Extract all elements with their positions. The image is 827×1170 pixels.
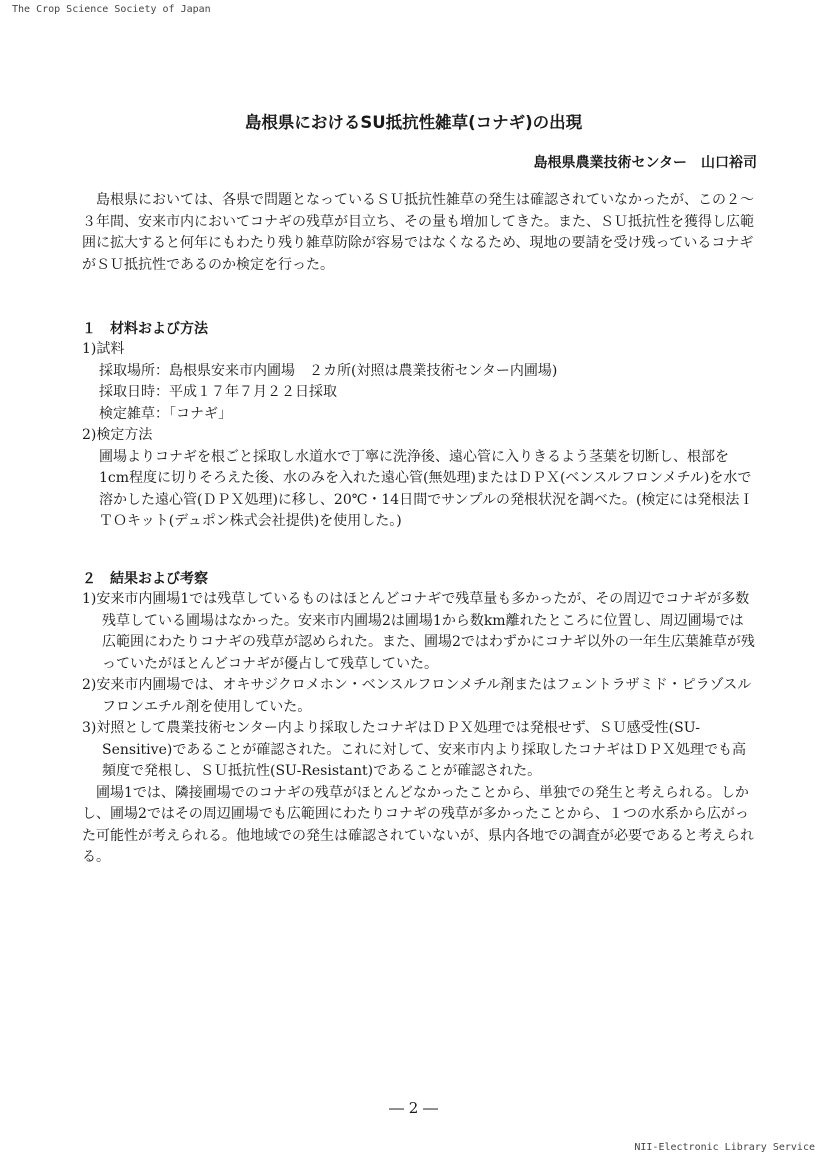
section1-heading: １ 材料および方法: [82, 321, 208, 337]
result-item-3: 3)対照として農業技術センター内より採取したコナギはＤＰＸ処理では発根せず、ＳＵ感受性(SU-Sensitive)であることが確認された。これに対して、安来市内より採取したコナギはＤＰＸ処理でも高頻度で発根し、ＳＵ抵抗性(SU-Resistant)であることが確認された。: [82, 720, 747, 779]
result-item-2: 2)安来市内圃場では、オキサジクロメホン・ベンスルフロンメチル剤またはフェントラザミド・ピラゾスルフロンエチル剤を使用していた。: [82, 677, 752, 715]
section1-body: [82, 339, 756, 533]
closing-paragraph: 圃場1では、隣接圃場でのコナギの残草がほとんどなかったことから、単独での発生と考えられる。しかし、圃場2ではその周辺圃場でも広範囲にわたりコナギの残草が多かったことから、１つの水系から広がった可能性が考えられる。他地域での発生は確認されていないが、県内各地での調査が必要であると考えられる。: [82, 784, 754, 865]
sample-line-date: 採取日時：平成１７年７月２２日採取: [99, 384, 337, 400]
intro-paragraph: 島根県においては、各県で問題となっているＳＵ抵抗性雑草の発生は確認されていなかったが、この２～３年間、安来市内においてコナギの残草が目立ち、その量も増加してきた。また、ＳＵ抵抗性を獲得し広範囲に拡大すると何年にもわたり残り雑草防除が容易ではなくなるため、現地の要請を受け残っているコナギがＳＵ抵抗性であるのか検定を行った。: [82, 192, 754, 273]
sample-label: 1)試料: [82, 341, 125, 357]
method-paragraph: 圃場よりコナギを根ごと採取し水道水で丁寧に洗浄後、遠心管に入りきるよう茎葉を切断し、根部を1cm程度に切りそろえた後、水のみを入れた遠心管(無処理)またはＤＰＸ(ベンスルフロンメチル)を水で溶かした遠心管(ＤＰＸ処理)に移し、20℃・14日間でサンプルの発根状況を調べた。(検定には発根法ＩＴＯキット(デュポン株式会社提供)を使用した。): [99, 448, 754, 529]
author-line: 島根県農業技術センター 山口裕司: [533, 155, 757, 171]
page-number: ― 2 ―: [388, 1099, 439, 1117]
society-header: The Crop Science Society of Japan: [12, 4, 211, 15]
method-label: 2)検定方法: [82, 427, 153, 443]
section2-heading: ２ 結果および考察: [82, 571, 208, 587]
result-item-1: 1)安来市内圃場1では残草しているものはほとんどコナギで残草量も多かったが、その周辺でコナギが多数残草している圃場はなかった。安来市内圃場2は圃場1から数km離れたところに位置し、周辺圃場では広範囲にわたりコナギの残草が認められた。また、圃場2ではわずかにコナギ以外の一年生広葉雑草が残っていたがほとんどコナギが優占して残草していた。: [82, 591, 755, 672]
library-service-footer: NII-Electronic Library Service: [634, 1142, 815, 1153]
sample-line-location: 採取場所：島根県安来市内圃場 ２カ所(対照は農業技術センター内圃場): [99, 362, 558, 379]
paper-title: 島根県におけるSU抵抗性雑草(コナギ)の出現: [244, 113, 583, 132]
sample-line-weed: 検定雑草：「コナギ」: [99, 405, 232, 422]
section2-body: [82, 589, 756, 869]
